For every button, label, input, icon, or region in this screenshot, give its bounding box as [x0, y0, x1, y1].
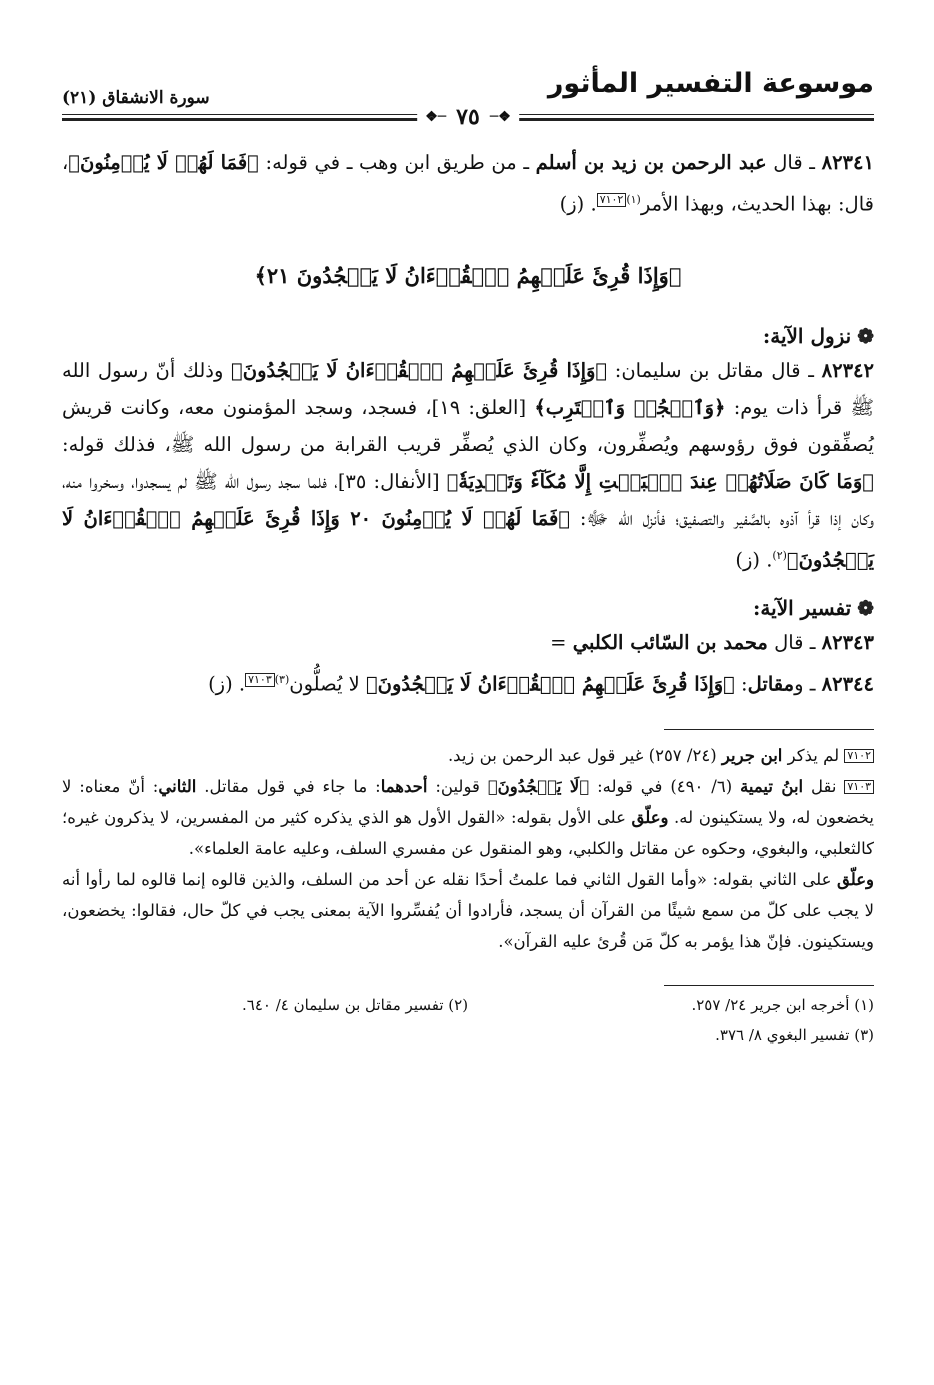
text: ـ و [794, 672, 822, 696]
commentary-ref-box: ٧١٠٣ [844, 780, 874, 794]
source-footnotes [62, 990, 874, 1050]
text: : ما جاء في قول مقاتل. [196, 776, 381, 796]
flower-ornament-icon: ❁ [857, 596, 874, 620]
quran-quote: ﴿وَإِذَا قُرِئَ عَلَيۡهِمُ ٱلۡقُرۡءَانُ لَا يَسۡجُدُونَ﴾ [365, 672, 735, 696]
flower-ornament-icon: ❁ [857, 323, 874, 348]
text: = [550, 631, 573, 654]
commentary-7102 [62, 740, 874, 771]
text: على الثاني بقوله: «وأما القول الثاني فما علمتُ أحدًا نقله عن أحد من السلف، والذين قالوه إنما قالوه لما رأوا أنه لا يجب على كلّ من سمع شيئًا من القرآن أن يسجد، فأرادوا أن يُفسِّروا الآية بمعنى يجب في كلّ حال، فقالوا: يخضعون، ويستكينون. فإنّ هذا يؤمر به كلّ مَن قُرئ عليه القرآن». [62, 869, 874, 951]
text: لا يُصلُّون [289, 672, 366, 696]
bold-term: أحدهما [380, 776, 428, 796]
section-heading-nuzul [62, 324, 874, 348]
bold-term: وعلّق [631, 807, 669, 827]
text: [العلق: ١٩]، فسجد، وسجد المؤمنون معه، وكانت قريش يُصفِّقون فوق رؤوسهم ويُصفِّرون، وكان الذي يُصفِّر قريب القرابة من رسول الله ﷺ، فذلك قوله: [62, 395, 874, 456]
text: [الأنفال: ٣٥]، فلما سجد رسول الله ﷺ لم يسجدوا، وسخروا منه، وكان إذا قرأ آذوه بالصَّفير والتصفيق؛ فأنزل الله ﷻ: [62, 469, 874, 530]
text: على الأول بقوله: «القول الأول هو الذي يذكره كثير من المفسرين، لا يذكرون غيره؛ كالثعلبي، والبغوي، وحكوه عن مقاتل والكلبي، وهو المنقول عن مفسري السلف، وعليه عامة العلماء». [62, 807, 874, 858]
quran-quote: ﴿وَإِذَا قُرِئَ عَلَيۡهِمُ ٱلۡقُرۡءَانُ لَا يَسۡجُدُونَ﴾ [231, 358, 608, 382]
scholar-name: ابنُ تيمية [740, 776, 804, 796]
text: . (ز) [208, 672, 246, 696]
text: (٦/ ٤٩٠) في قوله: [589, 776, 741, 796]
footnote-marker: (١) [626, 193, 641, 206]
footnote-marker: (٣) [274, 673, 290, 686]
text: : [734, 672, 748, 696]
page-header [62, 60, 874, 130]
commentary-ref-box: ٧١٠٣ [245, 673, 275, 687]
section-title: تفسير الآية: [753, 596, 852, 620]
narration-82344 [62, 661, 874, 703]
quran-quote: ﴿فَمَا لَهُمۡ لَا يُؤۡمِنُونَ ٢٠ وَإِذَا قُرِئَ عَلَيۡهِمُ ٱلۡقُرۡءَانُ لَا يَسۡجُدُونَ﴾ [62, 506, 874, 571]
narrator-name: مقاتل [747, 672, 795, 696]
text: (٢٤/ ٢٥٧) غير قول عبد الرحمن بن زيد. [447, 745, 722, 765]
verse-heading: ﴿وَإِذَا قُرِئَ عَلَيۡهِمُ ٱلۡقُرۡءَانُ لَا يَسۡجُدُونَ ٢١﴾ [254, 262, 682, 288]
text: ـ قال [767, 631, 822, 654]
footnote-1: (١) أخرجه ابن جرير ٢٤/ ٢٥٧. [691, 995, 874, 1014]
commentary-7103 [62, 771, 874, 864]
narration-number: ٨٢٣٤٤ [821, 672, 874, 696]
bold-term: الثاني [158, 776, 197, 796]
commentary-7103-continued [62, 864, 874, 957]
page-number: ٧٥ [456, 104, 480, 130]
scholar-name: ابن جرير [721, 745, 783, 765]
section-heading-tafsir [62, 596, 874, 620]
text: لم يذكر [782, 745, 845, 765]
narration-number: ٨٢٣٤١ [821, 151, 874, 174]
commentary-separator [664, 729, 874, 730]
text: : أنّ معناه: لا يخضعون له، ولا يستكينون له. [62, 776, 875, 827]
text: . (ز) [559, 192, 597, 216]
narration-number: ٨٢٣٤٢ [821, 358, 874, 382]
text: ـ من طريق ابن وهب ـ في قوله: [258, 151, 536, 174]
page-number-box [417, 104, 519, 130]
footnote-2: (٢) تفسير مقاتل بن سليمان ٤/ ٦٤٠. [242, 995, 469, 1014]
bold-term: وعلّق [836, 869, 875, 889]
text: قولين: [427, 776, 488, 796]
quran-quote: ﴿وَٱسۡجُدۡ وَٱقۡتَرِب﴾ [534, 395, 726, 419]
quran-quote: ﴿فَمَا لَهُمۡ لَا يُؤۡمِنُونَ﴾ [68, 151, 259, 174]
text: وذلك أنّ رسول الله ﷺ قرأ ذات يوم: [62, 358, 875, 419]
quran-quote: ﴿وَمَا كَانَ صَلَاتُهُمۡ عِندَ ٱلۡبَيۡتِ إِلَّا مُكَآءٗ وَتَصۡدِيَةٗ﴾ [446, 469, 874, 493]
footnote-marker: (٢) [772, 548, 787, 562]
narrator-name: عبد الرحمن بن زيد بن أسلم [535, 151, 767, 174]
narration-82343 [62, 624, 874, 661]
text: . (ز) [735, 548, 773, 571]
text: ، قال: بهذا الحديث، وبهذا الأمر [62, 151, 874, 216]
footnote-3: (٣) تفسير البغوي ٨/ ٣٧٦. [715, 1025, 874, 1044]
section-title: نزول الآية: [762, 323, 852, 348]
page [62, 60, 874, 1050]
text: ـ قال مقاتل بن سليمان: [607, 358, 822, 382]
text: ـ قال [766, 151, 822, 174]
commentary-ref-box: ٧١٠٢ [844, 749, 874, 763]
quran-quote: ﴿لَا يَسۡجُدُونَ﴾ [487, 776, 590, 796]
narration-82342 [62, 352, 874, 579]
narrator-name: محمد بن السّائب الكلبي [572, 631, 768, 654]
ornament-icon: ❖─ [425, 109, 447, 125]
ornament-icon: ─❖ [489, 109, 511, 125]
narration-82341 [62, 144, 874, 223]
book-title: موسوعة التفسير المأثور [547, 68, 874, 99]
sources-separator [664, 985, 874, 986]
surah-title: سورة الانشقاق (٢١) [62, 88, 210, 108]
commentary-ref-box: ٧١٠٢ [597, 193, 627, 207]
text: نقل [803, 776, 845, 796]
narration-number: ٨٢٣٤٣ [821, 631, 874, 654]
